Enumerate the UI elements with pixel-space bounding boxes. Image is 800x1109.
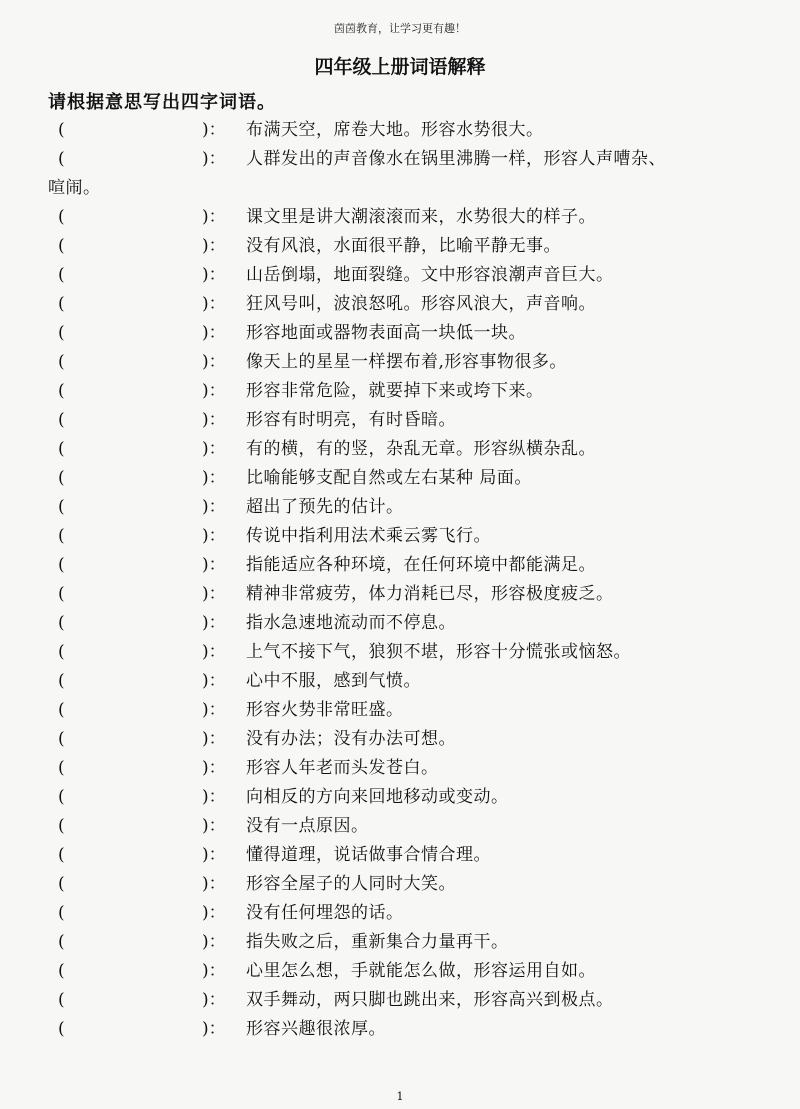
list-item <box>0 899 800 928</box>
list-item <box>0 1015 800 1044</box>
definition-text: 课文里是讲大潮滚滚而来，水势很大的样子。 <box>246 207 596 227</box>
answer-blank-open-paren: ( <box>58 700 65 720</box>
header-note: 茵茵教育，让学习更有趣！ <box>334 22 466 35</box>
answer-blank-close-paren: )： <box>202 120 226 140</box>
answer-blank-close-paren: )： <box>202 265 226 285</box>
definition-text: 上气不接下气，狼狈不堪，形容十分慌张或恼怒。 <box>246 642 631 662</box>
list-item <box>0 319 800 348</box>
answer-blank-close-paren: )： <box>202 149 226 169</box>
definition-text: 指水急速地流动而不停息。 <box>246 613 456 633</box>
list-item <box>0 957 800 986</box>
list-item <box>0 580 800 609</box>
definition-text: 形容人年老而头发苍白。 <box>246 758 439 778</box>
page-number: 1 <box>396 1090 404 1103</box>
answer-blank-open-paren: ( <box>58 671 65 691</box>
list-item <box>0 986 800 1015</box>
definition-text: 比喻能够支配自然或左右某种 局面。 <box>246 468 532 488</box>
answer-blank-close-paren: )： <box>202 584 226 604</box>
answer-blank-close-paren: )： <box>202 700 226 720</box>
definition-text: 心中不服，感到气愤。 <box>246 671 421 691</box>
list-item <box>0 812 800 841</box>
answer-blank-close-paren: )： <box>202 352 226 372</box>
list-item <box>0 870 800 899</box>
definition-text: 山岳倒塌，地面裂缝。文中形容浪潮声音巨大。 <box>246 265 614 285</box>
definition-text: 形容兴趣很浓厚。 <box>246 1019 386 1039</box>
answer-blank-open-paren: ( <box>58 729 65 749</box>
list-item <box>0 464 800 493</box>
definition-text: 人群发出的声音像水在锅里沸腾一样，形容人声嘈杂、 <box>246 149 666 169</box>
answer-blank-open-paren: ( <box>58 642 65 662</box>
page-title: 四年级上册词语解释 <box>314 56 486 78</box>
answer-blank-open-paren: ( <box>58 903 65 923</box>
definition-text: 狂风号叫，波浪怒吼。形容风浪大，声音响。 <box>246 294 596 314</box>
list-item <box>0 754 800 783</box>
answer-blank-open-paren: ( <box>58 410 65 430</box>
definition-text: 没有办法；没有办法可想。 <box>246 729 456 749</box>
answer-blank-open-paren: ( <box>58 149 65 169</box>
answer-blank-close-paren: )： <box>202 1019 226 1039</box>
definition-list <box>0 116 800 1044</box>
definition-text: 向相反的方向来回地移动或变动。 <box>246 787 509 807</box>
answer-blank-close-paren: )： <box>202 642 226 662</box>
answer-blank-open-paren: ( <box>58 352 65 372</box>
list-item <box>0 203 800 232</box>
answer-blank-close-paren: )： <box>202 845 226 865</box>
list-item <box>0 116 800 145</box>
definition-text: 形容全屋子的人同时大笑。 <box>246 874 456 894</box>
definition-text: 传说中指利用法术乘云雾飞行。 <box>246 526 491 546</box>
answer-blank-close-paren: )： <box>202 497 226 517</box>
definition-text: 精神非常疲劳，体力消耗已尽，形容极度疲乏。 <box>246 584 614 604</box>
definition-text: 有的横，有的竖，杂乱无章。形容纵横杂乱。 <box>246 439 596 459</box>
definition-text: 心里怎么想，手就能怎么做，形容运用自如。 <box>246 961 596 981</box>
list-item <box>0 522 800 551</box>
definition-text: 超出了预先的估计。 <box>246 497 404 517</box>
definition-text: 懂得道理，说话做事合情合理。 <box>246 845 491 865</box>
answer-blank-close-paren: )： <box>202 439 226 459</box>
answer-blank-close-paren: )： <box>202 381 226 401</box>
answer-blank-open-paren: ( <box>58 120 65 140</box>
list-item <box>0 725 800 754</box>
answer-blank-close-paren: )： <box>202 874 226 894</box>
list-item <box>0 290 800 319</box>
answer-blank-close-paren: )： <box>202 294 226 314</box>
answer-blank-close-paren: )： <box>202 903 226 923</box>
list-item <box>0 841 800 870</box>
list-item <box>0 667 800 696</box>
definition-text: 双手舞动，两只脚也跳出来，形容高兴到极点。 <box>246 990 614 1010</box>
list-item <box>0 435 800 464</box>
definition-text: 没有任何埋怨的话。 <box>246 903 404 923</box>
answer-blank-close-paren: )： <box>202 787 226 807</box>
list-item <box>0 348 800 377</box>
definition-text: 形容火势非常旺盛。 <box>246 700 404 720</box>
answer-blank-close-paren: )： <box>202 526 226 546</box>
list-item <box>0 406 800 435</box>
definition-text: 形容非常危险，就要掉下来或垮下来。 <box>246 381 544 401</box>
answer-blank-open-paren: ( <box>58 1019 65 1039</box>
list-item <box>0 696 800 725</box>
answer-blank-open-paren: ( <box>58 758 65 778</box>
answer-blank-open-paren: ( <box>58 207 65 227</box>
list-item <box>0 783 800 812</box>
answer-blank-close-paren: )： <box>202 555 226 575</box>
answer-blank-close-paren: )： <box>202 729 226 749</box>
definition-text: 指能适应各种环境，在任何环境中都能满足。 <box>246 555 596 575</box>
answer-blank-open-paren: ( <box>58 294 65 314</box>
answer-blank-open-paren: ( <box>58 236 65 256</box>
answer-blank-open-paren: ( <box>58 468 65 488</box>
list-item <box>0 493 800 522</box>
list-item <box>0 145 800 203</box>
answer-blank-close-paren: )： <box>202 961 226 981</box>
answer-blank-open-paren: ( <box>58 439 65 459</box>
list-item <box>0 638 800 667</box>
answer-blank-close-paren: )： <box>202 990 226 1010</box>
definition-text: 形容地面或器物表面高一块低一块。 <box>246 323 526 343</box>
answer-blank-open-paren: ( <box>58 613 65 633</box>
definition-text: 没有一点原因。 <box>246 816 369 836</box>
answer-blank-open-paren: ( <box>58 497 65 517</box>
list-item <box>0 377 800 406</box>
answer-blank-open-paren: ( <box>58 990 65 1010</box>
answer-blank-open-paren: ( <box>58 555 65 575</box>
definition-text: 形容有时明亮，有时昏暗。 <box>246 410 456 430</box>
answer-blank-close-paren: )： <box>202 671 226 691</box>
definition-text: 指失败之后，重新集合力量再干。 <box>246 932 509 952</box>
list-item <box>0 928 800 957</box>
list-item <box>0 551 800 580</box>
list-item <box>0 609 800 638</box>
definition-text: 布满天空，席卷大地。形容水势很大。 <box>246 120 544 140</box>
list-item <box>0 261 800 290</box>
answer-blank-open-paren: ( <box>58 932 65 952</box>
answer-blank-close-paren: )： <box>202 758 226 778</box>
answer-blank-open-paren: ( <box>58 381 65 401</box>
answer-blank-close-paren: )： <box>202 613 226 633</box>
answer-blank-close-paren: )： <box>202 207 226 227</box>
answer-blank-close-paren: )： <box>202 236 226 256</box>
answer-blank-open-paren: ( <box>58 584 65 604</box>
definition-continuation: 喧闹。 <box>48 178 101 198</box>
answer-blank-close-paren: )： <box>202 932 226 952</box>
answer-blank-open-paren: ( <box>58 323 65 343</box>
answer-blank-open-paren: ( <box>58 265 65 285</box>
answer-blank-close-paren: )： <box>202 410 226 430</box>
answer-blank-open-paren: ( <box>58 526 65 546</box>
answer-blank-open-paren: ( <box>58 787 65 807</box>
definition-text: 没有风浪，水面很平静，比喻平静无事。 <box>246 236 561 256</box>
list-item <box>0 232 800 261</box>
answer-blank-open-paren: ( <box>58 845 65 865</box>
instruction: 请根据意思写出四字词语。 <box>48 92 276 113</box>
definition-text: 像天上的星星一样摆布着,形容事物很多。 <box>246 352 567 372</box>
answer-blank-close-paren: )： <box>202 816 226 836</box>
answer-blank-open-paren: ( <box>58 874 65 894</box>
answer-blank-open-paren: ( <box>58 816 65 836</box>
answer-blank-close-paren: )： <box>202 468 226 488</box>
answer-blank-close-paren: )： <box>202 323 226 343</box>
answer-blank-open-paren: ( <box>58 961 65 981</box>
